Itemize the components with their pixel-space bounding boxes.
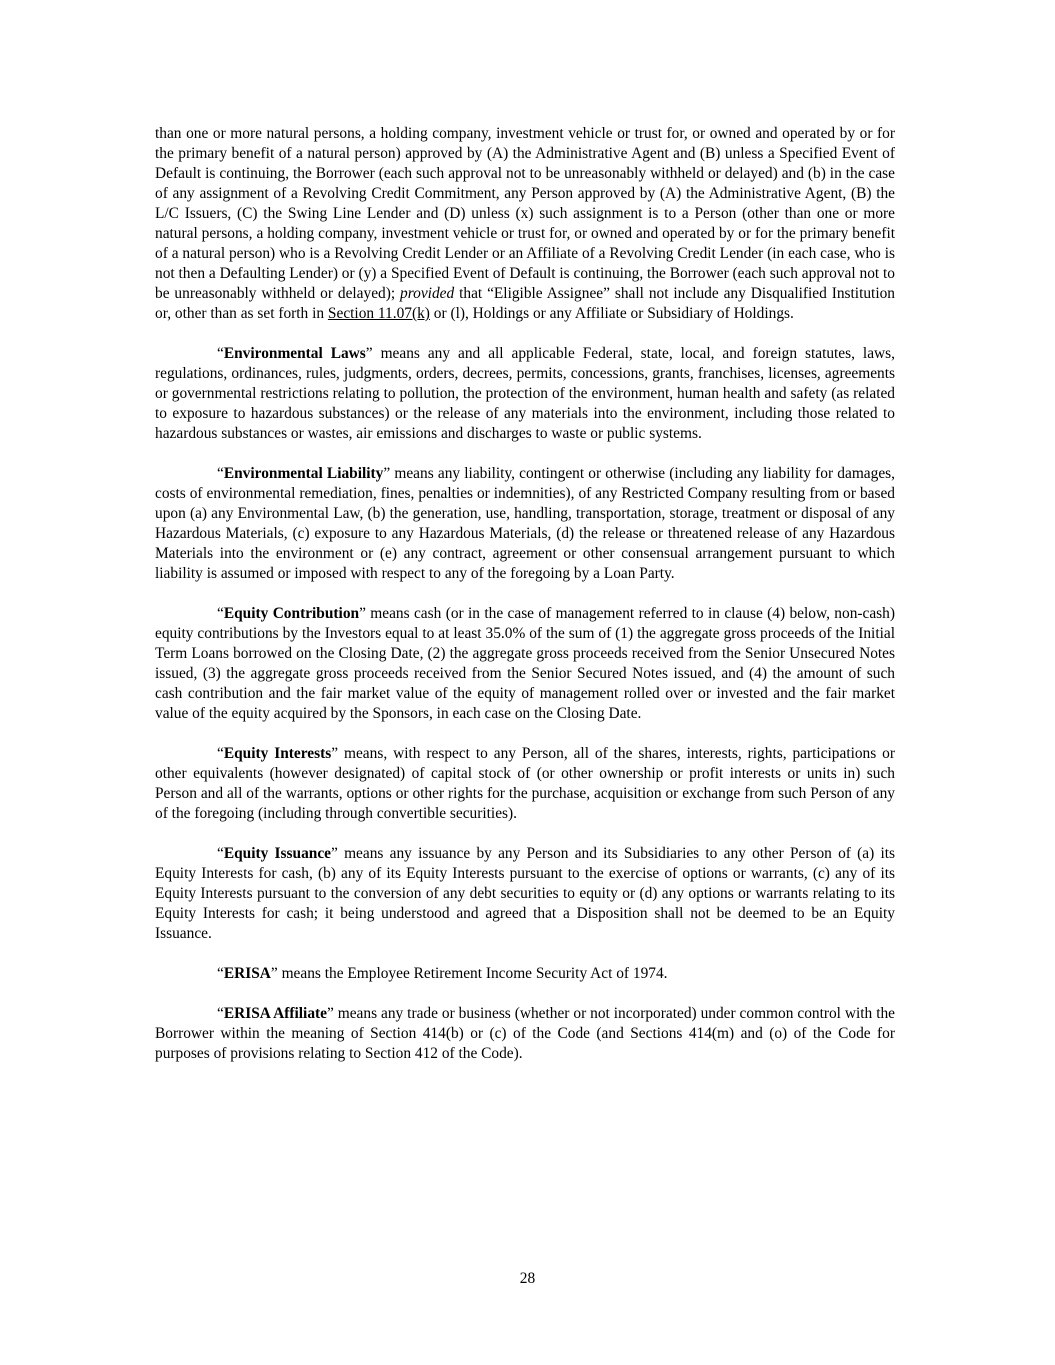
definition-body: ” means any issuance by any Person and its Subsidiaries to any other Person of (a) its Equity Interests for cash, (b) any of its Equity Interests pursuant to the exercise of options or warrants, (c) any of its Equity Interests pursuant to the conversion of any debt securities to equity or (d) any options or warrants relating to its Equity Interests for cash; it being understood and agreed that a Disposition shall not be deemed to be an Equity Issuance. (155, 845, 895, 942)
document-page (155, 124, 895, 1084)
open-quote: “ (217, 345, 224, 362)
provided-italic: provided (400, 285, 455, 302)
defined-term: ERISA Affiliate (223, 1005, 327, 1022)
definition-body: ” means cash (or in the case of management referred to in clause (4) below, non-cash) equity contributions by the Investors equal to at least 35.0% of the sum of (1) the aggregate gross proceeds of the Initial Term Loans borrowed on the Closing Date, (2) the aggregate gross proceeds received from the Senior Unsecured Notes issued, (3) the aggregate gross proceeds received from the Senior Secured Notes issued, and (4) the amount of such cash contribution and the fair market value of the equity of management rolled over or invested and the fair market value of the equity acquired by the Sponsors, in each case on the Closing Date. (155, 605, 895, 722)
definition-environmental-liability (155, 464, 895, 584)
open-quote: “ (217, 845, 224, 862)
definition-body: ” means any liability, contingent or otherwise (including any liability for damages, costs of environmental remediation, fines, penalties or indemnities), of any Restricted Company resulting from or based upon (a) any Environmental Law, (b) the generation, use, handling, transportation, storage, treatment or disposal of any Hazardous Materials, (c) exposure to any Hazardous Materials, (d) the release or threatened release of any Hazardous Materials into the environment or (e) any contract, agreement or other consensual arrangement pursuant to which liability is assumed or imposed with respect to any of the foregoing by a Loan Party. (155, 465, 895, 582)
defined-term: Equity Issuance (223, 845, 332, 862)
definition-body: ” means, with respect to any Person, all of the shares, interests, rights, participations or other equivalents (however designated) of capital stock of (or other ownership or profit interests or units in) such Person and all of the warrants, options or other rights for the purchase, acquisition or exchange from such Person of any of the foregoing (including through convertible securities). (155, 745, 895, 822)
intro-paragraph (155, 124, 895, 324)
definition-equity-contribution (155, 604, 895, 724)
open-quote: “ (217, 965, 224, 982)
page-number: 28 (519, 1270, 536, 1287)
open-quote: “ (217, 465, 224, 482)
intro-text-b: that “Eligible Assignee” shall not include any Disqualified Institution or, other than as set forth in (155, 285, 895, 322)
defined-term: Environmental Liability (223, 465, 384, 482)
definition-body: ” means any trade or business (whether or not incorporated) under common control with the Borrower within the meaning of Section 414(b) or (c) of the Code (and Sections 414(m) and (o) of the Code for purposes of provisions relating to Section 412 of the Code). (155, 1005, 896, 1062)
defined-term: Environmental Laws (223, 345, 366, 362)
open-quote: “ (217, 745, 224, 762)
definition-body: ” means the Employee Retirement Income Security Act of 1974. (270, 965, 668, 982)
intro-text-a: than one or more natural persons, a holding company, investment vehicle or trust for, or owned and operated by or for the primary benefit of a natural person) approved by (A) the Administrative Agent and (B) unless a Specified Event of Default is continuing, the Borrower (each such approval not to be unreasonably withheld or delayed) and (b) in the case of any assignment of a Revolving Credit Commitment, any Person approved by (A) the Administrative Agent, (B) the L/C Issuers, (C) the Swing Line Lender and (D) unless (x) such assignment is to a Person (other than one or more natural persons, a holding company, investment vehicle or trust for, or owned and operated by or for the primary benefit of a natural person) who is a Revolving Credit Lender or an Affiliate of a Revolving Credit Lender (in each case, who is not then a Defaulting Lender) or (y) a Specified Event of Default is continuing, the Borrower (each such approval not to be unreasonably withheld or delayed); (155, 125, 895, 302)
definition-equity-interests (155, 744, 895, 824)
intro-text-c: or (l), Holdings or any Affiliate or Subsidiary of Holdings. (429, 305, 794, 322)
defined-term: ERISA (223, 965, 271, 982)
defined-term: Equity Interests (223, 745, 332, 762)
defined-term: Equity Contribution (223, 605, 360, 622)
definition-equity-issuance (155, 844, 895, 944)
section-reference-link[interactable]: Section 11.07(k) (327, 305, 430, 322)
definition-environmental-laws (155, 344, 895, 444)
definition-body: ” means any and all applicable Federal, state, local, and foreign statutes, laws, regulations, ordinances, rules, judgments, orders, decrees, permits, concessions, grants, franchises, licenses, agreements or governmental restrictions relating to pollution, the protection of the environment, human health and safety (as related to exposure to hazardous substances) or the release of any materials into the environment, including those related to hazardous substances or wastes, air emissions and discharges to waste or public systems. (155, 345, 895, 442)
open-quote: “ (217, 605, 224, 622)
definition-erisa (155, 964, 895, 984)
definition-erisa-affiliate (155, 1004, 895, 1064)
open-quote: “ (217, 1005, 224, 1022)
